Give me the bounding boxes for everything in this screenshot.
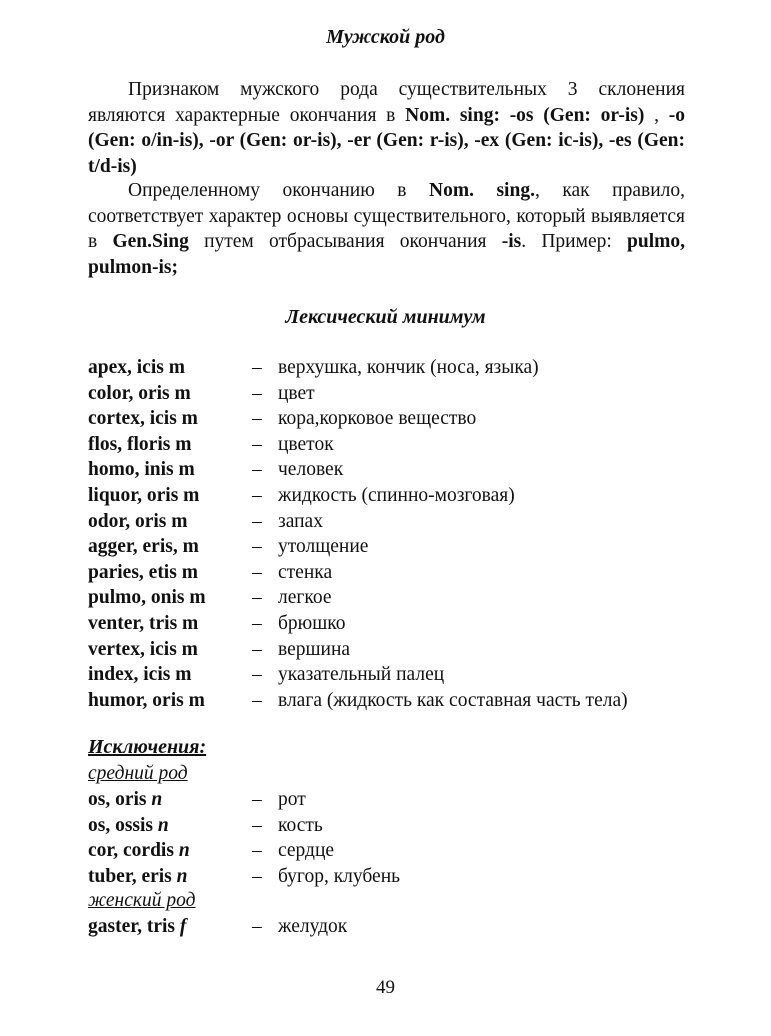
text-run: Gen.Sing bbox=[112, 231, 189, 252]
gender-marker: n bbox=[151, 789, 163, 810]
latin-term-text: homo, inis m bbox=[88, 459, 195, 481]
latin-term bbox=[88, 485, 199, 507]
latin-term bbox=[88, 664, 191, 686]
russian-translation: бугор, клубень bbox=[278, 865, 401, 887]
russian-translation: стенка bbox=[278, 561, 333, 583]
dash-separator: – bbox=[252, 408, 262, 430]
dash-separator: – bbox=[252, 865, 262, 887]
dash-separator: – bbox=[252, 382, 262, 404]
latin-term bbox=[88, 536, 199, 558]
gender-marker: n bbox=[178, 840, 190, 862]
dash-separator: – bbox=[252, 485, 262, 506]
text-run: -is bbox=[501, 231, 522, 252]
latin-term bbox=[88, 840, 190, 862]
text-run: Определенному окончанию в bbox=[128, 180, 430, 201]
latin-term bbox=[88, 866, 188, 888]
russian-translation: верхушка, кончик (носа, языка) bbox=[278, 357, 539, 378]
text-run: pulmo, pulmon-is; bbox=[88, 231, 685, 278]
dash-separator: – bbox=[252, 357, 262, 378]
text-run: Признаком мужского рода существительных 3 склонения являются характерные окончания в bbox=[88, 79, 685, 126]
page-number: 49 bbox=[376, 977, 395, 998]
dash-separator: – bbox=[252, 561, 262, 583]
exceptions-heading: Исключения: bbox=[88, 736, 207, 758]
latin-term bbox=[88, 408, 198, 430]
russian-translation: цветок bbox=[278, 433, 334, 455]
text-run: путем отбрасывания окончания bbox=[188, 231, 502, 252]
text-run: , bbox=[644, 104, 669, 126]
dash-separator: – bbox=[252, 638, 262, 660]
text-run: Nom. sing. bbox=[429, 180, 535, 201]
latin-term bbox=[88, 459, 195, 481]
latin-term-text: os, ossis bbox=[88, 814, 154, 836]
text-run: Nom. sing: -os (Gen: or-is) bbox=[405, 104, 645, 126]
paragraph-masculine-endings bbox=[88, 77, 685, 179]
latin-term-text: liquor, oris m bbox=[88, 485, 200, 506]
russian-translation: утолщение bbox=[278, 536, 369, 558]
gender-marker: n bbox=[157, 814, 169, 836]
latin-term-text: odor, oris m bbox=[88, 510, 188, 532]
russian-translation: жидкость (спинно-мозговая) bbox=[278, 485, 515, 506]
gender-marker: f bbox=[179, 916, 187, 937]
russian-translation: рот bbox=[278, 789, 306, 810]
latin-term-text: color, oris m bbox=[88, 382, 191, 404]
russian-translation: желудок bbox=[278, 916, 348, 937]
russian-translation: указательный палец bbox=[278, 664, 445, 686]
dash-separator: – bbox=[252, 510, 262, 532]
latin-term-text: humor, oris m bbox=[88, 689, 205, 711]
latin-term bbox=[88, 613, 198, 635]
text-run: -o (Gen: o/in-is), -or (Gen: or-is), -er (Gen: r-is), -ex (Gen: ic-is), -es (Gen: t/d-is) bbox=[88, 104, 685, 177]
russian-translation: кость bbox=[278, 814, 323, 836]
neuter-gender-label: средний род bbox=[88, 763, 188, 784]
dash-separator: – bbox=[252, 840, 262, 862]
latin-term bbox=[88, 815, 169, 837]
latin-term bbox=[88, 383, 191, 405]
latin-term bbox=[88, 357, 185, 379]
text-run: , как правило, соответствует характер основы существительного, который выявляется в bbox=[88, 180, 685, 252]
latin-term-text: vertex, icis m bbox=[88, 638, 198, 660]
latin-term-text: tuber, eris bbox=[88, 865, 172, 887]
gender-marker: n bbox=[176, 865, 188, 887]
dash-separator: – bbox=[252, 664, 262, 686]
dash-separator: – bbox=[252, 536, 262, 558]
dash-separator: – bbox=[252, 613, 262, 634]
section-heading-masculine: Мужской род bbox=[326, 26, 445, 48]
russian-translation: человек bbox=[278, 459, 344, 481]
latin-term bbox=[88, 562, 198, 584]
latin-term-text: flos, floris m bbox=[88, 433, 192, 455]
latin-term-text: gaster, tris bbox=[88, 916, 176, 937]
russian-translation: кора,корковое вещество bbox=[278, 408, 477, 430]
latin-term bbox=[88, 916, 186, 938]
russian-translation: сердце bbox=[278, 840, 335, 862]
russian-translation: брюшко bbox=[278, 613, 346, 634]
russian-translation: цвет bbox=[278, 382, 315, 404]
dash-separator: – bbox=[252, 459, 262, 481]
paragraph-stem-rule bbox=[88, 178, 685, 280]
dash-separator: – bbox=[252, 814, 262, 836]
latin-term-text: pulmo, onis m bbox=[88, 587, 206, 609]
feminine-gender-label: женский род bbox=[88, 890, 196, 911]
russian-translation: вершина bbox=[278, 638, 351, 660]
latin-term-text: os, oris bbox=[88, 789, 147, 810]
paragraph-2-text bbox=[88, 178, 685, 280]
latin-term bbox=[88, 511, 188, 533]
latin-term bbox=[88, 587, 206, 609]
latin-term-text: cor, cordis bbox=[88, 840, 174, 862]
dash-separator: – bbox=[252, 587, 262, 609]
section-heading-lexical-minimum: Лексический минимум bbox=[285, 306, 486, 328]
dash-separator: – bbox=[252, 789, 262, 810]
russian-translation: влага (жидкость как составная часть тела) bbox=[278, 689, 628, 711]
latin-term-text: paries, etis m bbox=[88, 561, 198, 583]
dash-separator: – bbox=[252, 433, 262, 455]
latin-term-text: index, icis m bbox=[88, 664, 192, 686]
latin-term bbox=[88, 789, 162, 811]
dash-separator: – bbox=[252, 916, 262, 937]
latin-term-text: agger, eris, m bbox=[88, 536, 199, 558]
text-run: . Пример: bbox=[521, 231, 627, 252]
latin-term-text: cortex, icis m bbox=[88, 408, 198, 430]
latin-term-text: apex, icis m bbox=[88, 357, 185, 378]
latin-term bbox=[88, 639, 198, 661]
latin-term-text: venter, tris m bbox=[88, 613, 199, 634]
dash-separator: – bbox=[252, 689, 262, 711]
latin-term bbox=[88, 434, 191, 456]
paragraph-1-text bbox=[88, 77, 685, 179]
latin-term bbox=[88, 690, 205, 712]
russian-translation: легкое bbox=[278, 587, 332, 609]
russian-translation: запах bbox=[278, 510, 323, 532]
